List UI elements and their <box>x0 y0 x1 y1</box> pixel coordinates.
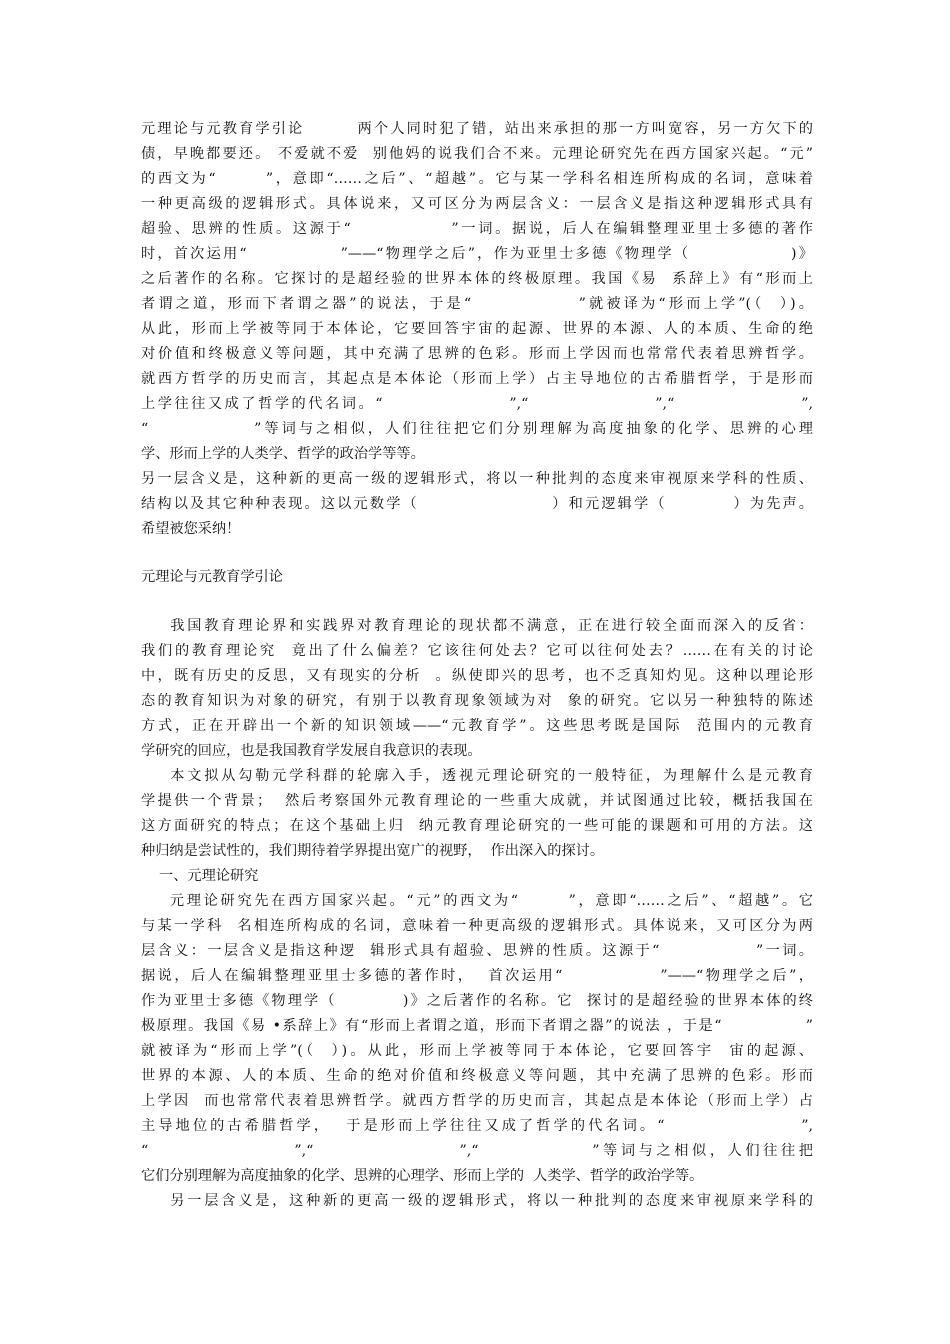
text-line: 另一层含义是，这种新的更高一级的逻辑形式，将以一种批判的态度来审视原来学科的 <box>141 1193 813 1209</box>
text-line: 元理论与元教育学引论 <box>141 569 283 585</box>
text-line: 与某一学科 名相连所构成的名词，意味着一种更高级的逻辑形式。具体说来，又可区分为两 <box>141 918 813 934</box>
text-line: 它们分别理解为高度抽象的化学、思辨的心理学、形而上学的 人类学、哲学的政治学等。 <box>141 1168 704 1184</box>
text-line: 本文拟从勾勒元学科群的轮廓入手，透视元理论研究的一般特征，为理解什么是元教育 <box>141 768 813 784</box>
article-title <box>141 565 813 590</box>
text-line: 作为亚里士多德《物理学（ )》之后著作的名称。它 探讨的是超经验的世界本体的终 <box>141 993 813 1009</box>
text-line: 结构以及其它种种表现。这以元数学（ ）和元逻辑学（ ）为先声。 <box>141 496 813 512</box>
text-line: 一种更高级的逻辑形式。具体说来，又可区分为两层含义：一层含义是指这种逻辑形式具有 <box>141 196 813 212</box>
text-line: 时，首次运用“ ”——“物理学之后”，作为亚里士多德《物理学（ )》 <box>141 246 813 262</box>
text-line: “ ”等词与之相似，人们往往把它们分别理解为高度抽象的化学、思辨的心理 <box>141 421 813 437</box>
text-line: 就西方哲学的历史而言，其起点是本体论（形而上学）占主导地位的古希腊哲学，于是形而 <box>141 371 813 387</box>
text-line: 据说，后人在编辑整理亚里士多德的著作时， 首次运用“ ”——“物理学之后”， <box>141 968 813 984</box>
text-line: 另一层含义是，这种新的更高一级的逻辑形式，将以一种批判的态度来审视原来学科的性质、 <box>141 471 813 487</box>
text-line: 之后著作的名称。它探讨的是超经验的世界本体的终极原理。我国《易 系辞上》有“形而上 <box>141 271 813 287</box>
text-line: 主导地位的古希腊哲学， 于是形而上学往往又成了哲学的代名词。“ ”, <box>141 1118 813 1134</box>
text-line: 这方面研究的特点；在这个基础上归 纳元教育理论研究的一些可能的课题和可用的方法。这 <box>141 818 813 834</box>
text-line: “ ”,“ ”,“ ”等词与之相似，人们往往把 <box>141 1143 813 1159</box>
text-line: 超验、思辨的性质。这源于“ ”一词。据说，后人在编辑整理亚里士多德的著作 <box>141 221 813 237</box>
text-line: 我国教育理论界和实践界对教育理论的现状都不满意，正在进行较全面而深入的反省： <box>141 618 813 634</box>
text-line: 种归纳是尝试性的，我们期待着学界提出宽广的视野， 作出深入的探讨。 <box>141 843 605 859</box>
text-line: 从此，形而上学被等同于本体论，它要回答宇宙的起源、世界的本源、人的本质、生命的绝 <box>141 321 813 337</box>
text-line: 元理论与元教育学引论 两个人同时犯了错，站出来承担的那一方叫宽容，另一方欠下的 <box>141 121 813 137</box>
text-line: 希望被您采纳！ <box>141 521 241 537</box>
text-line: 中，既有历史的反思，又有现实的分析 。纵使即兴的思考，也不乏真知灼见。这种以理论形 <box>141 668 813 684</box>
text-line: 层含义：一层含义是指这种逻 辑形式具有超验、思辨的性质。这源于“ ”一词。 <box>141 943 813 959</box>
text-line: 方式，正在开辟出一个新的知识领域——“元教育学”。这些思考既是国际 范围内的元教育 <box>141 718 813 734</box>
text-line: 学、形而上学的人类学、哲学的政治学等等。 <box>141 446 425 462</box>
text-line: 一、元理论研究 <box>141 868 259 884</box>
text-line: 的西文为“ ”，意即“……之后”、“超越”。它与某一学科名相连所构成的名词，意味着 <box>141 171 813 187</box>
text-line: 极原理。我国《易 •系辞上》有“形而上者谓之道，形而下者谓之器”的说法 ，于是“ ” <box>141 1018 813 1034</box>
article-body <box>141 614 813 1214</box>
text-line: 学研究的回应，也是我国教育学发展自我意识的表现。 <box>141 743 482 759</box>
intro-paragraph <box>141 117 813 542</box>
text-line: 学提供一个背景； 然后考察国外元教育理论的一些重大成就，并试图通过比较，概括我国在 <box>141 793 813 809</box>
text-line: 态的教育知识为对象的研究，有别于以教育现象领域为对 象的研究。它以另一种独特的陈述 <box>141 693 813 709</box>
text-line: 元理论研究先在西方国家兴起。“元”的西文为“ ”，意即“……之后”、“超越”。它 <box>141 893 813 909</box>
text-line: 世界的本源、人的本质、生命的绝对价值和终极意义等问题，其中充满了思辨的色彩。形而 <box>141 1068 813 1084</box>
text-line: 上学因 而也常常代表着思辨哲学。就西方哲学的历史而言，其起点是本体论（形而上学）占 <box>141 1093 813 1109</box>
text-line: 对价值和终极意义等问题，其中充满了思辨的色彩。形而上学因而也常常代表着思辨哲学。 <box>141 346 813 362</box>
text-line: 债，早晚都要还。 不爱就不爱 别他妈的说我们合不来。元理论研究先在西方国家兴起。“元” <box>141 146 813 162</box>
text-line: 上学往往又成了哲学的代名词。“ ”,“ ”,“ ”, <box>141 396 813 412</box>
text-line: 者谓之道，形而下者谓之器”的说法，于是“ ”就被译为“形而上学”(（ ）)。 <box>141 296 813 312</box>
text-line: 我们的教育理论究 竟出了什么偏差？它该往何处去？它可以往何处去？……在有关的讨论 <box>141 643 813 659</box>
text-line: 就被译为“形而上学”(（ ）)。从此，形而上学被等同于本体论，它要回答宇 宙的起源、 <box>141 1043 813 1059</box>
